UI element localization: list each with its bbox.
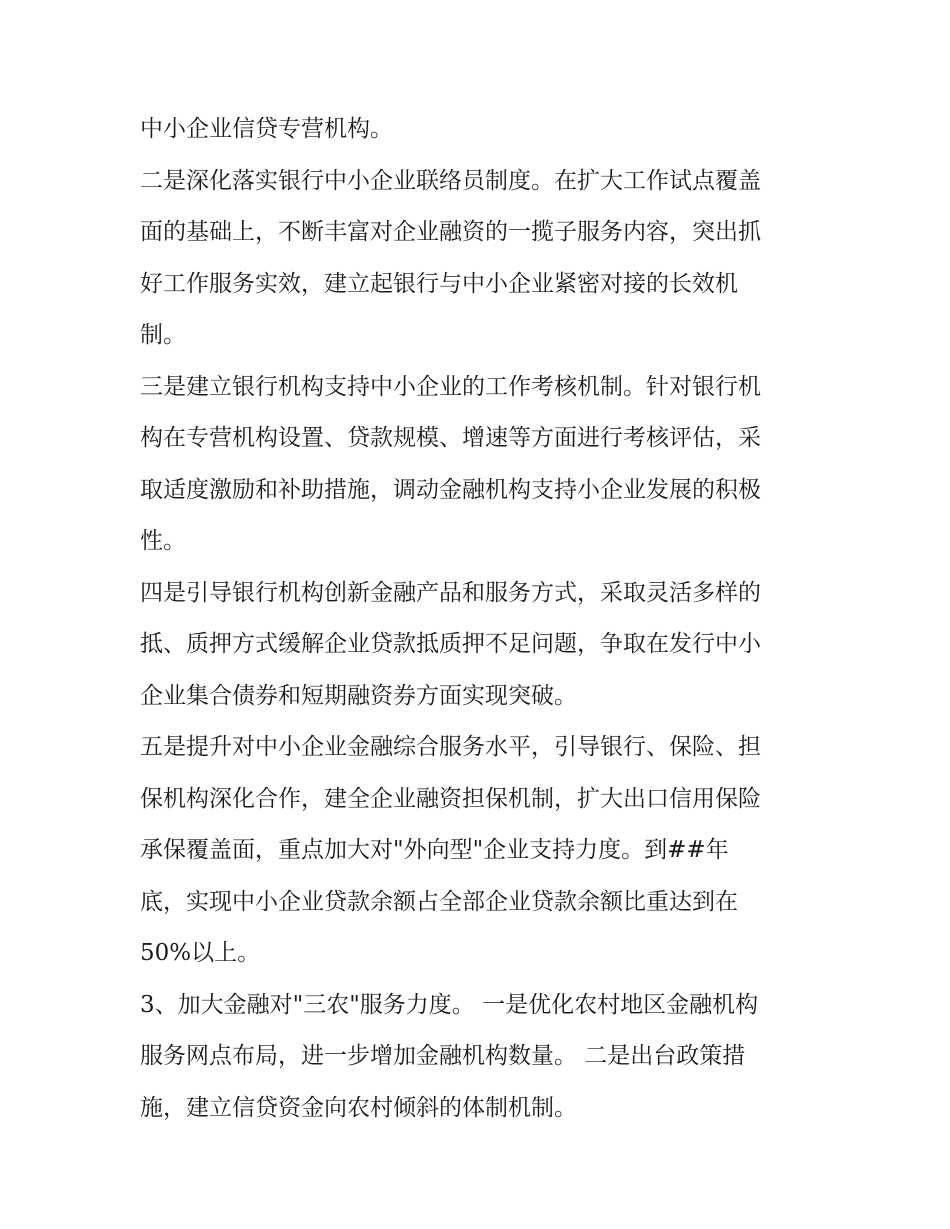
text-line: 保机构深化合作，建全企业融资担保机制，扩大出口信用保险 <box>140 785 761 812</box>
text-line: 50%以上。 <box>140 940 261 966</box>
text-line: 性。 <box>140 528 186 554</box>
text-line: 取适度激励和补助措施，调动金融机构支持小企业发展的积极 <box>140 476 761 503</box>
text-line: 构在专营机构设置、贷款规模、增速等方面进行考核评估，采 <box>140 425 761 451</box>
text-line: 承保覆盖面，重点加大对"外向型"企业支持力度。到##年 <box>140 837 729 863</box>
text-line: 制。 <box>140 322 186 348</box>
text-line: 三是建立银行机构支持中小企业的工作考核机制。针对银行机 <box>140 373 761 400</box>
text-line: 施，建立信贷资金向农村倾斜的体制机制。 <box>140 1094 577 1121</box>
text-line: 面的基础上，不断丰富对企业融资的一揽子服务内容，突出抓 <box>140 219 761 245</box>
text-line: 五是提升对中小企业金融综合服务水平，引导银行、保险、担 <box>140 734 761 760</box>
document-body <box>140 104 815 1134</box>
text-line: 3、加大金融对"三农"服务力度。 一是优化农村地区金融机构 <box>140 991 759 1018</box>
text-line: 好工作服务实效，建立起银行与中小企业紧密对接的长效机 <box>140 270 738 297</box>
text-line: 底，实现中小企业贷款余额占全部企业贷款余额比重达到在 <box>140 888 738 915</box>
text-line: 中小企业信贷专营机构。 <box>140 116 393 142</box>
text-line: 服务网点布局，进一步增加金融机构数量。 二是出台政策措 <box>140 1043 746 1069</box>
text-line: 抵、质押方式缓解企业贷款抵质押不足问题，争取在发行中小 <box>140 631 761 657</box>
text-line: 企业集合债券和短期融资券方面实现突破。 <box>140 682 577 709</box>
text-line: 二是深化落实银行中小企业联络员制度。在扩大工作试点覆盖 <box>140 167 761 194</box>
text-line: 四是引导银行机构创新金融产品和服务方式，采取灵活多样的 <box>140 579 761 606</box>
